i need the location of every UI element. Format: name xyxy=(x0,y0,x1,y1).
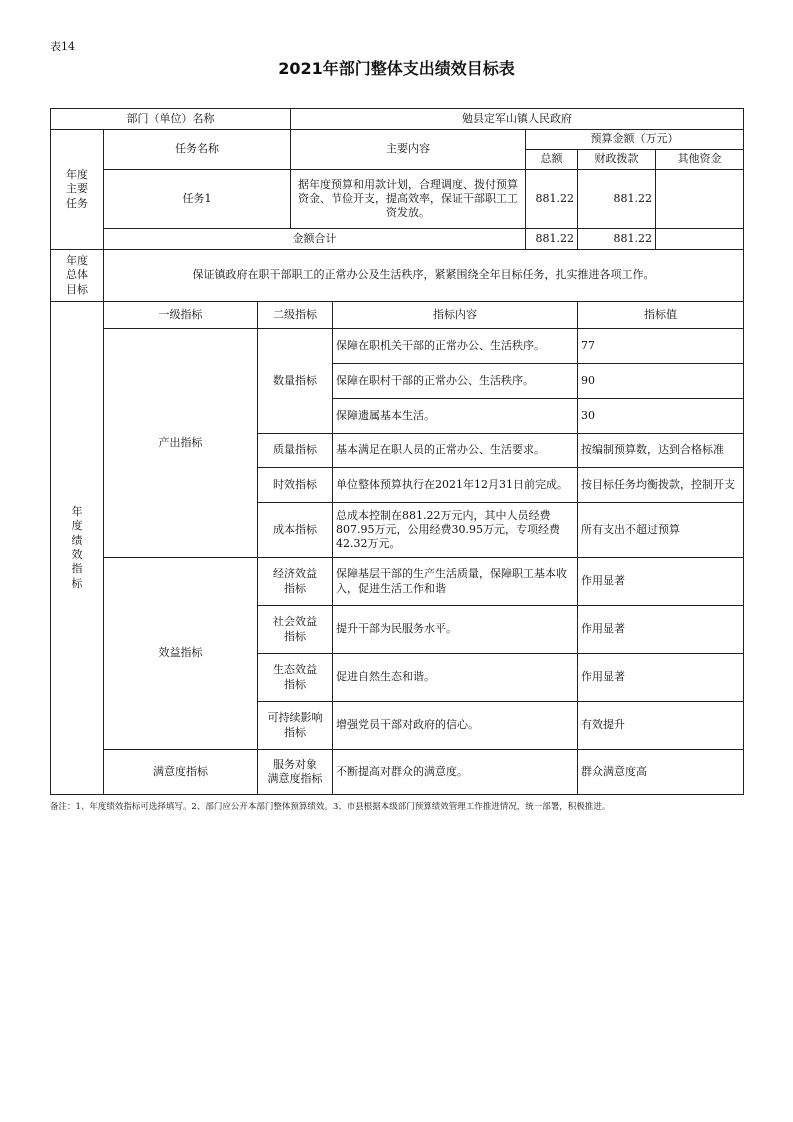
economic-label: 经济效益 指标 xyxy=(258,558,333,606)
quality-content: 基本满足在职人员的正常办公、生活要求。 xyxy=(333,434,578,468)
dept-label: 部门（单位）名称 xyxy=(51,109,291,130)
ecological-content: 促进自然生态和谐。 xyxy=(333,654,578,702)
service-content: 不断提高对群众的满意度。 xyxy=(333,750,578,795)
overall-label: 年度 总体 目标 xyxy=(51,250,104,302)
col-task-name: 任务名称 xyxy=(104,130,291,170)
quantity-content-3: 保障遗属基本生活。 xyxy=(333,399,578,434)
table-row xyxy=(51,558,744,606)
table-row xyxy=(51,329,744,364)
output-label: 产出指标 xyxy=(104,329,258,558)
quantity-value-2: 90 xyxy=(578,364,744,399)
sum-total: 881.22 xyxy=(526,229,578,250)
col-indicator-value: 指标值 xyxy=(578,302,744,329)
sustainable-content: 增强党员干部对政府的信心。 xyxy=(333,702,578,750)
table-row xyxy=(51,750,744,795)
task-name: 任务1 xyxy=(104,170,291,229)
quality-value: 按编制预算数，达到合格标准 xyxy=(578,434,744,468)
benefit-label: 效益指标 xyxy=(104,558,258,750)
col-other: 其他资金 xyxy=(656,150,744,170)
cost-label: 成本指标 xyxy=(258,503,333,558)
col-level1: 一级指标 xyxy=(104,302,258,329)
sustainable-value: 有效提升 xyxy=(578,702,744,750)
timeliness-label: 时效指标 xyxy=(258,468,333,503)
quantity-value-3: 30 xyxy=(578,399,744,434)
cost-value: 所有支出不超过预算 xyxy=(578,503,744,558)
task-total: 881.22 xyxy=(526,170,578,229)
tasks-section-label: 年度 主要 任务 xyxy=(51,130,104,250)
col-total: 总额 xyxy=(526,150,578,170)
sum-other xyxy=(656,229,744,250)
social-value: 作用显著 xyxy=(578,606,744,654)
quantity-label: 数量指标 xyxy=(258,329,333,434)
cost-content: 总成本控制在881.22万元内，其中人员经费807.95万元，公用经费30.95万元，专项经费42.32万元。 xyxy=(333,503,578,558)
social-content: 提升干部为民服务水平。 xyxy=(333,606,578,654)
economic-value: 作用显著 xyxy=(578,558,744,606)
performance-table xyxy=(50,108,744,795)
economic-content: 保障基层干部的生产生活质量，保障职工基本收入，促进生活工作和谐 xyxy=(333,558,578,606)
task-content: 据年度预算和用款计划，合理调度、拨付预算资金、节俭开支，提高效率，保证干部职工工资发放。 xyxy=(291,170,526,229)
col-indicator-content: 指标内容 xyxy=(333,302,578,329)
ecological-label: 生态效益 指标 xyxy=(258,654,333,702)
col-level2: 二级指标 xyxy=(258,302,333,329)
task-other xyxy=(656,170,744,229)
footnote: 备注：1、年度绩效指标可选择填写。2、部门应公开本部门整体预算绩效。3、市县根据本级部门预算绩效管理工作推进情况，统一部署，积极推进。 xyxy=(50,802,611,812)
indicators-section-label: 年 度 绩 效 指 标 xyxy=(51,302,104,795)
service-value: 群众满意度高 xyxy=(578,750,744,795)
timeliness-value: 按目标任务均衡拨款，控制开支 xyxy=(578,468,744,503)
dept-value: 勉县定军山镇人民政府 xyxy=(291,109,744,130)
sustainable-label: 可持续影响 指标 xyxy=(258,702,333,750)
task-fiscal: 881.22 xyxy=(578,170,656,229)
sum-label: 金额合计 xyxy=(104,229,526,250)
ecological-value: 作用显著 xyxy=(578,654,744,702)
sum-fiscal: 881.22 xyxy=(578,229,656,250)
satisfaction-label: 满意度指标 xyxy=(104,750,258,795)
service-label: 服务对象 满意度指标 xyxy=(258,750,333,795)
col-fiscal: 财政拨款 xyxy=(578,150,656,170)
quality-label: 质量指标 xyxy=(258,434,333,468)
timeliness-content: 单位整体预算执行在2021年12月31日前完成。 xyxy=(333,468,578,503)
quantity-content-2: 保障在职村干部的正常办公、生活秩序。 xyxy=(333,364,578,399)
social-label: 社会效益 指标 xyxy=(258,606,333,654)
col-budget: 预算金额（万元） xyxy=(526,130,744,150)
table-row xyxy=(51,170,744,229)
page-title: 2021年部门整体支出绩效目标表 xyxy=(278,59,515,78)
overall-row xyxy=(51,250,744,302)
sum-row xyxy=(51,229,744,250)
quantity-content-1: 保障在职机关干部的正常办公、生活秩序。 xyxy=(333,329,578,364)
quantity-value-1: 77 xyxy=(578,329,744,364)
dept-row xyxy=(51,109,744,130)
table-number: 表14 xyxy=(50,40,75,53)
col-main-content: 主要内容 xyxy=(291,130,526,170)
overall-text: 保证镇政府在职干部职工的正常办公及生活秩序，紧紧围绕全年目标任务，扎实推进各项工作。 xyxy=(104,250,744,302)
